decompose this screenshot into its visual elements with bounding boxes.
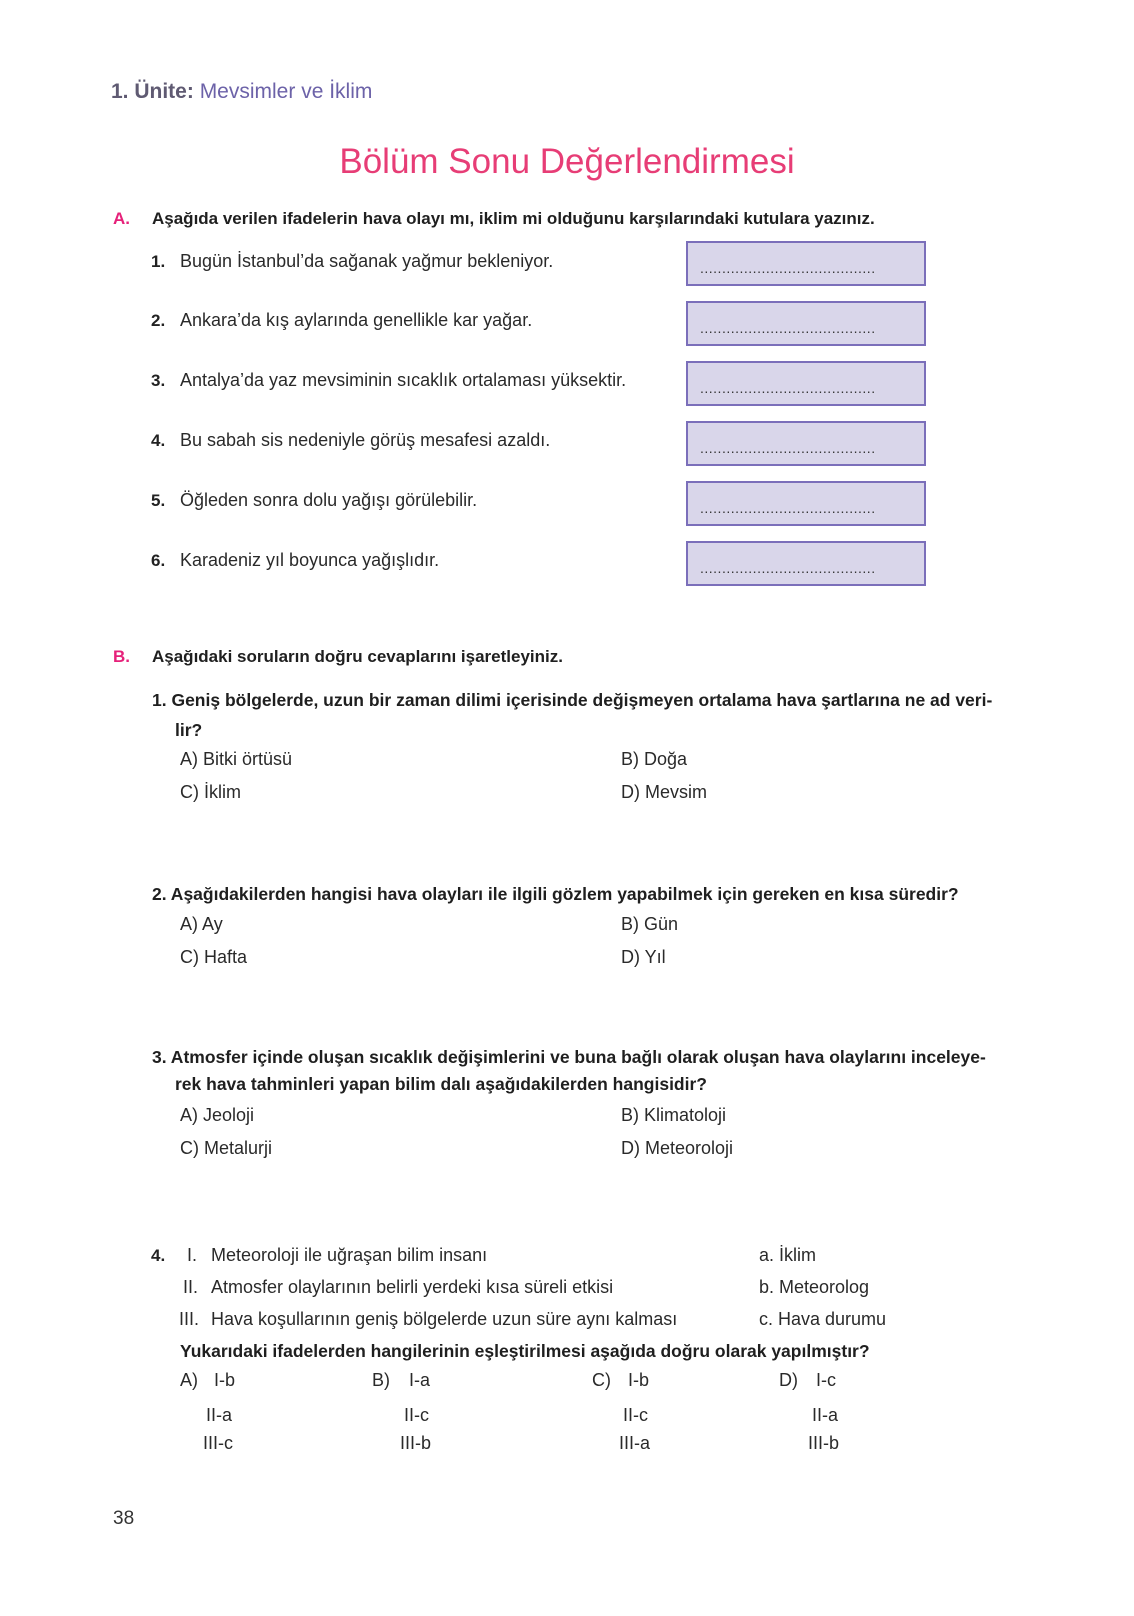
unit-header	[111, 80, 372, 104]
question-4-number: 4.	[151, 1246, 166, 1265]
option-d[interactable]: D) Meteoroloji	[621, 1138, 734, 1158]
section-a-letter: A.	[113, 209, 130, 228]
option-b[interactable]: B) Gün	[621, 914, 679, 934]
option-c-label[interactable]: C)	[592, 1370, 611, 1390]
option-c-line: III-a	[619, 1433, 651, 1453]
option-c[interactable]: C) Hafta	[180, 947, 248, 967]
statement-roman: I.	[187, 1245, 198, 1265]
option-c[interactable]: C) Metalurji	[180, 1138, 273, 1158]
option-b[interactable]: B) Doğa	[621, 749, 688, 769]
option-a-line: III-c	[203, 1433, 233, 1453]
option-d-label[interactable]: D)	[779, 1370, 798, 1390]
question-1-line1: 1. Geniş bölgelerde, uzun bir zaman dilimi içerisinde değişmeyen ortalama hava şartlarına ne ad veri-	[152, 690, 993, 710]
item-text: Bu sabah sis nedeniyle görüş mesafesi azaldı.	[180, 430, 551, 450]
unit-title: Mevsimler ve İklim	[199, 80, 373, 103]
statement-text: Atmosfer olaylarının belirli yerdeki kısa süreli etkisi	[211, 1277, 614, 1297]
option-b-line: III-b	[400, 1433, 432, 1453]
item-text: Bugün İstanbul’da sağanak yağmur bekleniyor.	[180, 251, 554, 271]
item-number: 5.	[151, 491, 166, 510]
answer-dots: ........................................	[700, 500, 876, 516]
question-3-line1: 3. Atmosfer içinde oluşan sıcaklık değişimlerini ve buna bağlı olarak oluşan hava olaylarını inceleye-	[152, 1047, 986, 1067]
statement-text: Hava koşullarının geniş bölgelerde uzun süre aynı kalması	[211, 1309, 678, 1329]
unit-label: 1. Ünite:	[111, 80, 194, 103]
answer-dots: ........................................	[700, 440, 876, 456]
section-b-letter: B.	[113, 647, 130, 666]
item-number: 6.	[151, 551, 166, 570]
match-item: c. Hava durumu	[759, 1309, 887, 1329]
option-d[interactable]: D) Mevsim	[621, 782, 707, 802]
option-a[interactable]: A) Jeoloji	[180, 1105, 255, 1125]
item-number: 3.	[151, 371, 166, 390]
option-a[interactable]: A) Bitki örtüsü	[180, 749, 293, 769]
answer-box[interactable]	[686, 301, 926, 346]
question-2-line1: 2. Aşağıdakilerden hangisi hava olayları ile ilgili gözlem yapabilmek için gereken en kısa süredir?	[152, 884, 959, 904]
item-number: 4.	[151, 431, 166, 450]
page-title: Bölüm Sonu Değerlendirmesi	[339, 142, 795, 181]
item-number: 1.	[151, 252, 166, 271]
option-c-line: I-b	[628, 1370, 650, 1390]
option-a[interactable]: A) Ay	[180, 914, 223, 934]
page-number: 38	[113, 1508, 135, 1529]
answer-box[interactable]	[686, 421, 926, 466]
statement-roman: II.	[183, 1277, 199, 1297]
question-4-prompt: Yukarıdaki ifadelerden hangilerinin eşleştirilmesi aşağıda doğru olarak yapılmıştır?	[180, 1341, 870, 1361]
option-a-line: I-b	[214, 1370, 236, 1390]
answer-dots: ........................................	[700, 560, 876, 576]
option-c[interactable]: C) İklim	[180, 782, 241, 802]
answer-box[interactable]	[686, 481, 926, 526]
option-c-line: II-c	[623, 1405, 648, 1425]
item-text: Ankara’da kış aylarında genellikle kar yağar.	[180, 310, 533, 330]
option-d-line: III-b	[808, 1433, 840, 1453]
answer-box[interactable]	[686, 361, 926, 406]
answer-dots: ........................................	[700, 380, 876, 396]
option-b-line: I-a	[409, 1370, 431, 1390]
match-item: a. İklim	[759, 1245, 817, 1265]
item-text: Karadeniz yıl boyunca yağışlıdır.	[180, 550, 440, 570]
question-3-line2: rek hava tahminleri yapan bilim dalı aşağıdakilerden hangisidir?	[175, 1074, 707, 1094]
section-a-instruction: Aşağıda verilen ifadelerin hava olayı mı, iklim mi olduğunu karşılarındaki kutulara yazınız.	[152, 209, 875, 228]
question-1-line2: lir?	[175, 720, 203, 740]
option-d-line: II-a	[812, 1405, 839, 1425]
item-text: Öğleden sonra dolu yağışı görülebilir.	[180, 490, 478, 510]
option-a-label[interactable]: A)	[180, 1370, 198, 1390]
item-number: 2.	[151, 311, 166, 330]
option-b[interactable]: B) Klimatoloji	[621, 1105, 727, 1125]
statement-roman: III.	[179, 1309, 200, 1329]
section-b-instruction: Aşağıdaki soruların doğru cevaplarını işaretleyiniz.	[152, 647, 563, 666]
option-b-label[interactable]: B)	[372, 1370, 390, 1390]
answer-box[interactable]	[686, 541, 926, 586]
answer-dots: ........................................	[700, 320, 876, 336]
match-item: b. Meteorolog	[759, 1277, 870, 1297]
option-b-line: II-c	[404, 1405, 429, 1425]
option-a-line: II-a	[206, 1405, 233, 1425]
answer-dots: ........................................	[700, 260, 876, 276]
option-d[interactable]: D) Yıl	[621, 947, 666, 967]
answer-box[interactable]	[686, 241, 926, 286]
statement-text: Meteoroloji ile uğraşan bilim insanı	[211, 1245, 488, 1265]
item-text: Antalya’da yaz mevsiminin sıcaklık ortalaması yüksektir.	[180, 370, 627, 390]
option-d-line: I-c	[816, 1370, 836, 1390]
